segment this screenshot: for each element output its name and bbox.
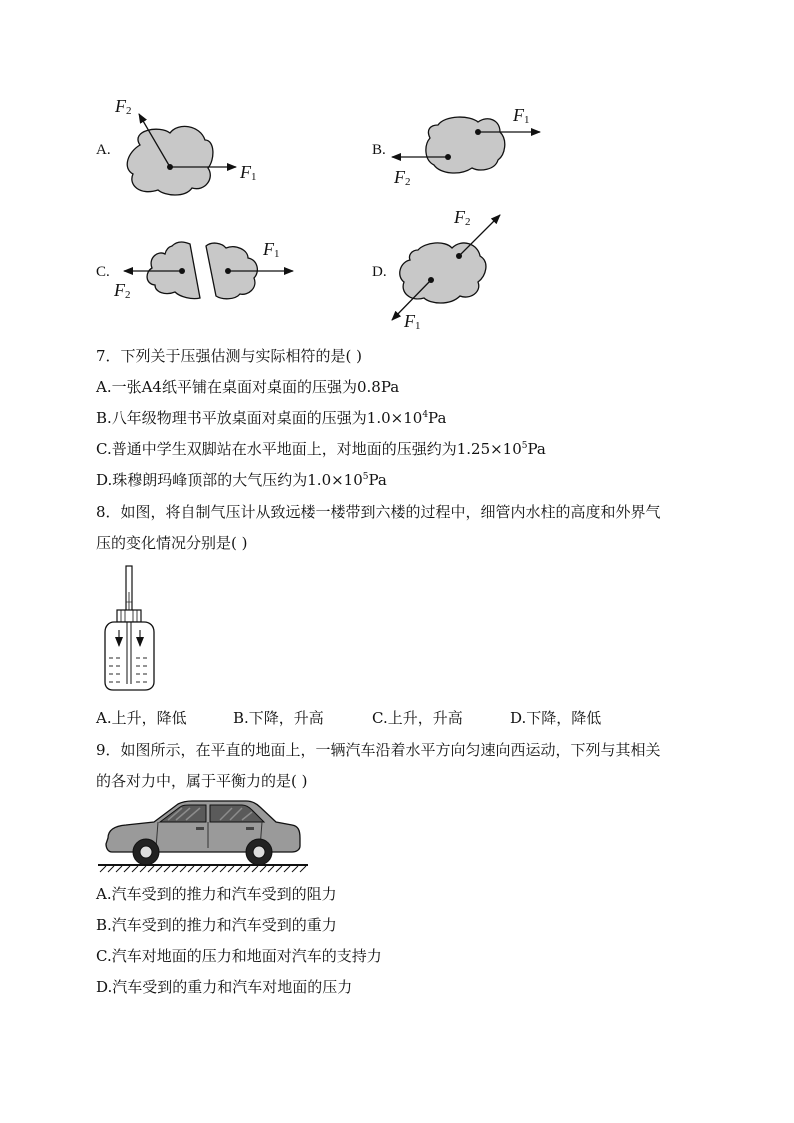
- option-c-f1-label: $F_1$: [263, 239, 280, 260]
- option-d-f1-label: $F_1$: [404, 311, 421, 332]
- question-8-option-d: D.下降，降低: [510, 709, 602, 727]
- option-d-f2-label: $F_2$: [454, 207, 471, 228]
- question-9-stem-line2: 的各对力中，属于平衡力的是( ): [96, 772, 308, 790]
- option-b-object: [426, 117, 505, 173]
- question-8-stem-line2: 压的变化情况分别是( ): [96, 534, 248, 552]
- question-8-option-b: B.下降，升高: [233, 709, 324, 727]
- option-a-object: [127, 126, 213, 195]
- question-9-option-d: D.汽车受到的重力和汽车对地面的压力: [96, 978, 353, 996]
- option-c-f2-label: $F_2$: [114, 280, 131, 301]
- option-b-f1-label: $F_1$: [513, 105, 530, 126]
- question-9-option-a: A.汽车受到的推力和汽车受到的阻力: [96, 885, 337, 903]
- question-7-stem: 7．下列关于压强估测与实际相符的是( ): [96, 347, 363, 365]
- barometer-figure: [100, 562, 160, 692]
- question-7-option-a: A.一张A4纸平铺在桌面对桌面的压强为0.8Pa: [96, 378, 400, 396]
- question-9-option-b: B.汽车受到的推力和汽车受到的重力: [96, 916, 337, 934]
- question-7-option-d: D.珠穆朗玛峰顶部的大气压约为$1.0\times 10^5Pa$: [96, 471, 387, 489]
- option-a-letter: A.: [96, 142, 111, 158]
- option-c-letter: C.: [96, 264, 110, 280]
- question-8-option-a: A.上升，降低: [96, 709, 187, 727]
- option-d-object: [400, 243, 486, 303]
- question-9-stem-line1: 9．如图所示，在平直的地面上，一辆汽车沿着水平方向匀速向西运动，下列与其相关: [96, 741, 661, 759]
- question-8-option-c: C.上升，升高: [372, 709, 463, 727]
- car-figure: [96, 798, 311, 873]
- option-a-f2-label: $F_2$: [115, 96, 132, 117]
- question-9-option-c: C.汽车对地面的压力和地面对汽车的支持力: [96, 947, 382, 965]
- option-d-letter: D.: [372, 264, 387, 280]
- option-b-f2-label: $F_2$: [394, 167, 411, 188]
- option-a-f1-label: $F_1$: [240, 162, 257, 183]
- option-d-diagram: [392, 215, 500, 320]
- option-c-left-object: [147, 242, 200, 299]
- question-7-option-b: B.八年级物理书平放桌面对桌面的压强为$1.0\times 10^4Pa$: [96, 409, 447, 427]
- option-a-diagram: [127, 114, 236, 195]
- question-7-option-c: C.普通中学生双脚站在水平地面上，对地面的压强约为$1.25\times 10^5Pa$: [96, 440, 546, 458]
- question-8-stem-line1: 8．如图，将自制气压计从致远楼一楼带到六楼的过程中，细管内水柱的高度和外界气: [96, 503, 661, 521]
- option-b-letter: B.: [372, 142, 386, 158]
